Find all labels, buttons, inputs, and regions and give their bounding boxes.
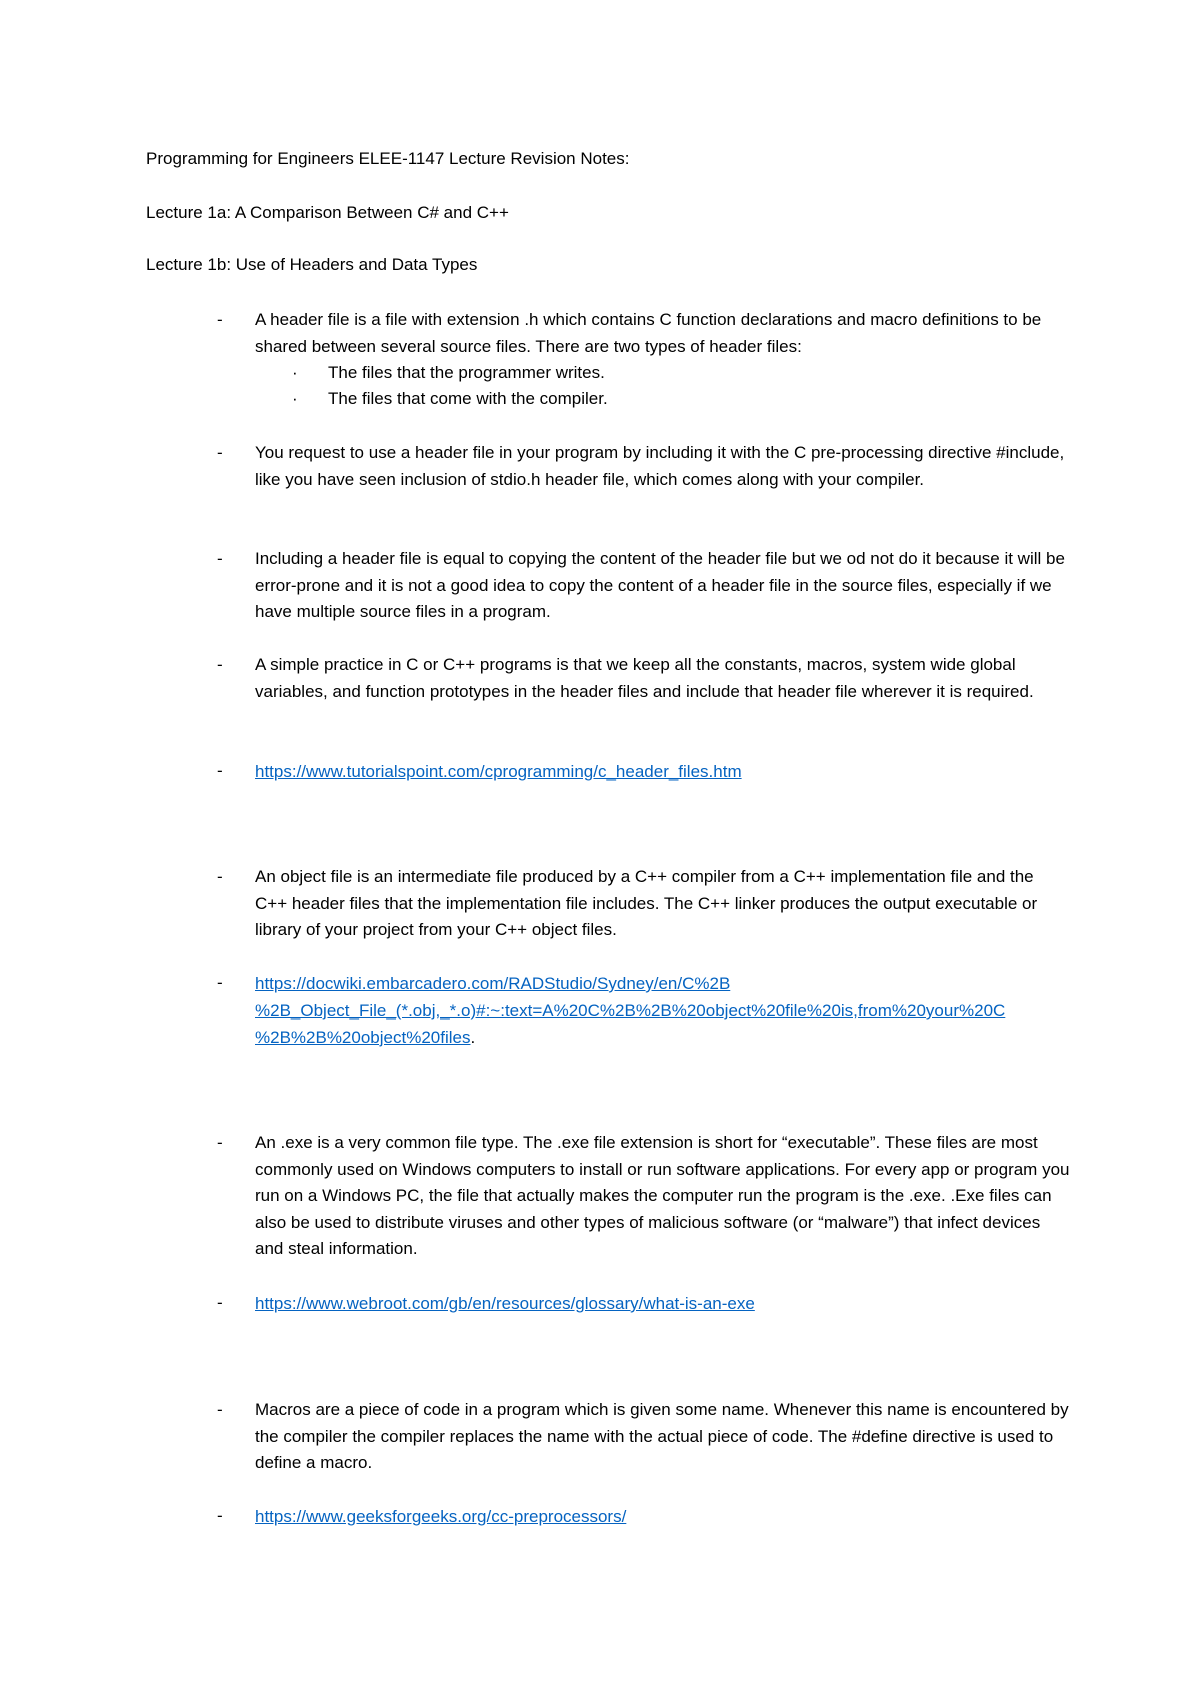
including-header-paragraph: Including a header file is equal to copying the content of the header file but we od not do it because it will be error-prone and it is not a good idea to copy the content of a header file in the source files, especially if we have multiple source files in a program.: [255, 549, 1065, 621]
list-dash: -: [217, 761, 223, 780]
tutorialspoint-link[interactable]: https://www.tutorialspoint.com/cprogramming/c_header_files.htm: [255, 762, 742, 781]
list-dash: -: [217, 655, 223, 674]
lecture-1b-heading: Lecture 1b: Use of Headers and Data Types: [146, 255, 478, 274]
macros-paragraph: Macros are a piece of code in a program which is given some name. Whenever this name is encountered by the compiler the compiler replaces the name with the actual piece of code. The #define directive is used to define a macro.: [255, 1400, 1069, 1472]
webroot-link-row: [255, 1290, 1070, 1317]
exe-file-paragraph: An .exe is a very common file type. The .exe file extension is short for “executable”. These files are most commonly used on Windows computers to install or run software applications. For every app or program you run on a Windows PC, the file that actually makes the computer run the program is the .exe. .Exe files can also be used to distribute viruses and other types of malicious software (or “malware”) that infect devices and steal information.: [255, 1133, 1070, 1258]
document-title: Programming for Engineers ELEE-1147 Lecture Revision Notes:: [146, 149, 630, 168]
simple-practice-paragraph: A simple practice in C or C++ programs is that we keep all the constants, macros, system wide global variables, and function prototypes in the header files and include that header file wherever it is required.: [255, 655, 1034, 701]
include-request-paragraph: You request to use a header file in your program by including it with the C pre-processing directive #include, like you have seen inclusion of stdio.h header file, which comes along with your compiler.: [255, 443, 1065, 489]
list-dash: -: [217, 549, 223, 568]
sub-list-item: [292, 386, 608, 412]
embarcadero-link-line-1[interactable]: https://docwiki.embarcadero.com/RADStudio/Sydney/en/C%2B: [255, 974, 731, 993]
list-dash: -: [217, 867, 223, 886]
lecture-1a-heading: Lecture 1a: A Comparison Between C# and C++: [146, 203, 509, 222]
embarcadero-link-row: [255, 970, 1070, 1051]
sub-list-item-label: The files that come with the compiler.: [328, 389, 608, 408]
list-dash: -: [217, 1506, 223, 1525]
list-dash: -: [217, 1400, 223, 1419]
bullet-icon: ·: [292, 389, 298, 408]
geeksforgeeks-link-row: [255, 1503, 1070, 1530]
webroot-link[interactable]: https://www.webroot.com/gb/en/resources/glossary/what-is-an-exe: [255, 1294, 755, 1313]
geeksforgeeks-link[interactable]: https://www.geeksforgeeks.org/cc-preprocessors/: [255, 1507, 627, 1526]
list-dash: -: [217, 973, 223, 992]
list-dash: -: [217, 1133, 223, 1152]
list-dash: -: [217, 443, 223, 462]
sub-list-item: [292, 360, 605, 386]
bullet-icon: ·: [292, 363, 298, 382]
sub-list-item-label: The files that the programmer writes.: [328, 363, 605, 382]
embarcadero-link-line-2[interactable]: %2B_Object_File_(*.obj,_*.o)#:~:text=A%20C%2B%2B%20object%20file%20is,from%20your%20C: [255, 1001, 1006, 1020]
header-file-paragraph: A header file is a file with extension .h which contains C function declarations and macro definitions to be shared between several source files. There are two types of header files:: [255, 310, 1042, 356]
embarcadero-link-period: .: [470, 1028, 476, 1047]
object-file-paragraph: An object file is an intermediate file produced by a C++ compiler from a C++ implementation file and the C++ header files that the implementation file includes. The C++ linker produces the output executable or library of your project from your C++ object files.: [255, 867, 1038, 939]
embarcadero-link-line-3[interactable]: %2B%2B%20object%20files: [255, 1028, 471, 1047]
list-dash: -: [217, 310, 223, 329]
tutorialspoint-link-row: [255, 758, 1070, 785]
list-dash: -: [217, 1293, 223, 1312]
